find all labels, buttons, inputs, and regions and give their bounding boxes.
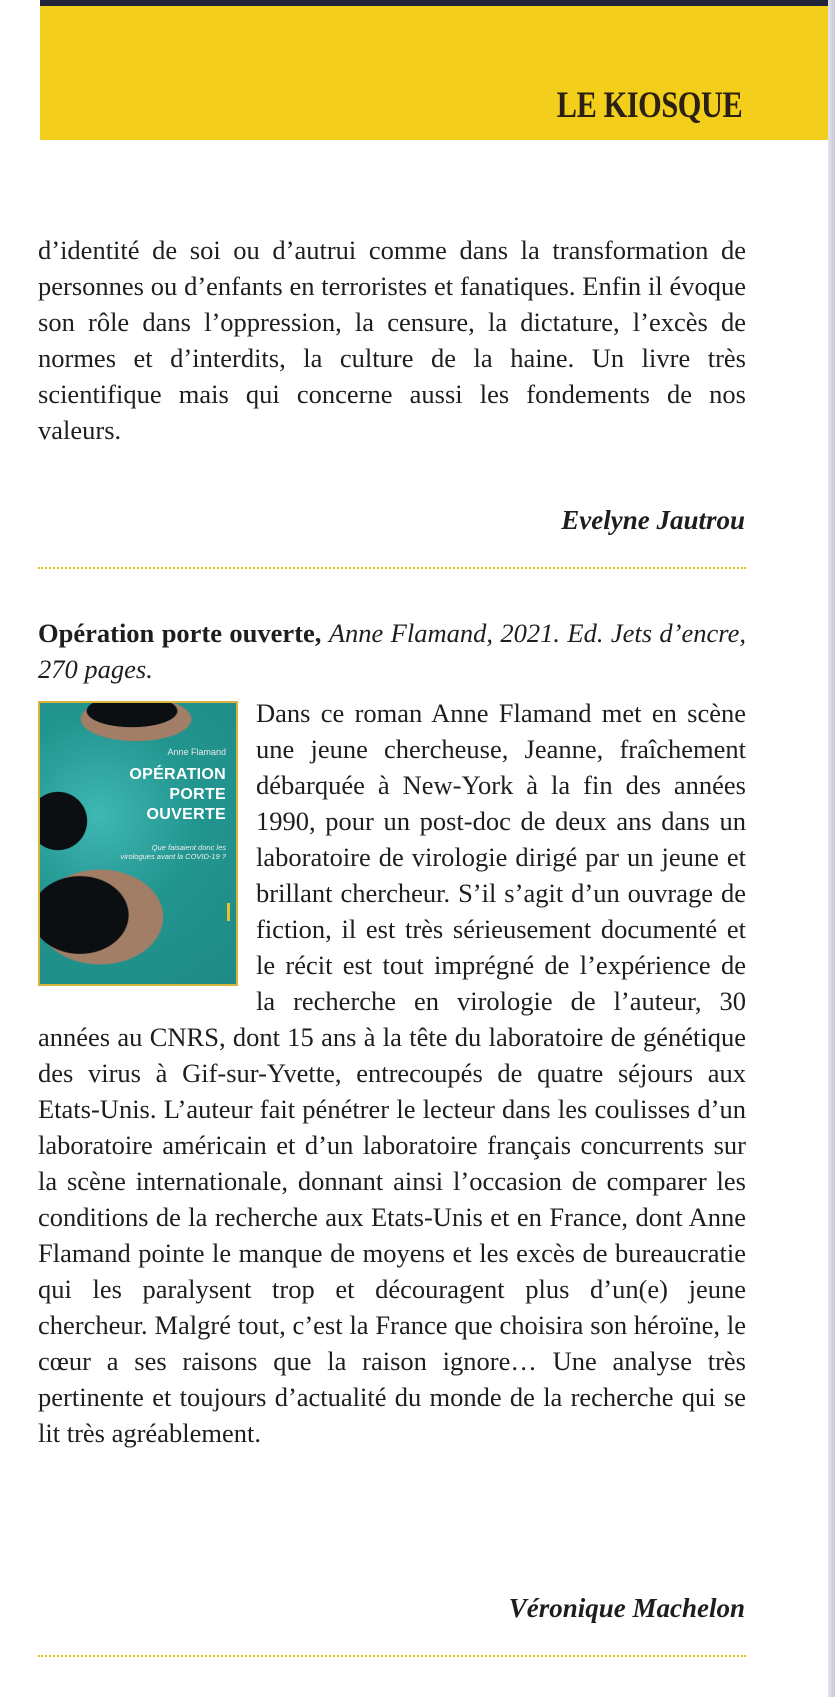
review-1 xyxy=(38,232,746,448)
book-title: Opération porte ouverte, xyxy=(38,618,322,648)
review-2 xyxy=(38,615,746,1451)
page-edge xyxy=(828,0,835,1697)
cover-author: Anne Flamand xyxy=(167,747,226,757)
section-header-band xyxy=(40,6,828,140)
review-2-text: Dans ce roman Anne Flamand met en scène une jeune chercheuse, Jeanne, fraîchement débarquée à New-York à la fin des années 1990, pour un post-doc de deux ans dans un laboratoire de virologie dirigé par un jeune et brillant chercheur. S’il s’agit d’un ouvrage de fiction, il est très sérieusement documenté et le récit est tout imprégné de l’expérience de la recherche en virologie de l’auteur, 30 années au CNRS, dont 15 ans à la tête du laboratoire de génétique des virus à Gif-sur-Yvette, entrecoupés de quatre séjours aux Etats-Unis. L’auteur fait pénétrer le lecteur dans les coulisses d’un laboratoire américain et d’un laboratoire français concurrents sur la scène internationale, donnant ainsi l’occasion de comparer les conditions de la recherche aux Etats-Unis et en France, dont Anne Flamand pointe le manque de moyens et les excès de bureaucratie qui les paralysent trop et découragent plus d’un(e) jeune chercheur. Malgré tout, c’est la France que choisira son héroïne, le cœur a ses raisons que la raison ignore… Une analyse très pertinente et toujours d’actualité du monde de la recherche qui se lit très agréablement. xyxy=(38,698,746,1448)
book-cover-image xyxy=(38,701,238,986)
review-1-author: Evelyne Jautrou xyxy=(561,505,745,535)
cover-title: OPÉRATION PORTE OUVERTE xyxy=(129,766,226,823)
cover-accent xyxy=(227,903,230,921)
review-1-text: d’identité de soi ou d’autrui comme dans la transformation de personnes ou d’enfants en terroristes et fanatiques. Enfin il évoque son rôle dans l’oppression, la censure, la dictature, l’excès de normes et d’interdits, la culture de la haine. Un livre très scientifique mais qui concerne aussi les fondements de nos valeurs. xyxy=(38,235,746,445)
review-divider xyxy=(38,567,746,569)
review-divider-bottom xyxy=(38,1655,746,1657)
review-2-author: Véronique Machelon xyxy=(508,1593,745,1623)
cover-subtitle: Que faisaient donc les virologues avant la COVID-19 ? xyxy=(120,843,226,861)
section-title: LE KIOSQUE xyxy=(556,85,742,126)
book-meta: Anne Flamand, 2021. Ed. Jets d’encre, 270 pages. xyxy=(38,618,746,684)
book-reference xyxy=(38,615,746,687)
